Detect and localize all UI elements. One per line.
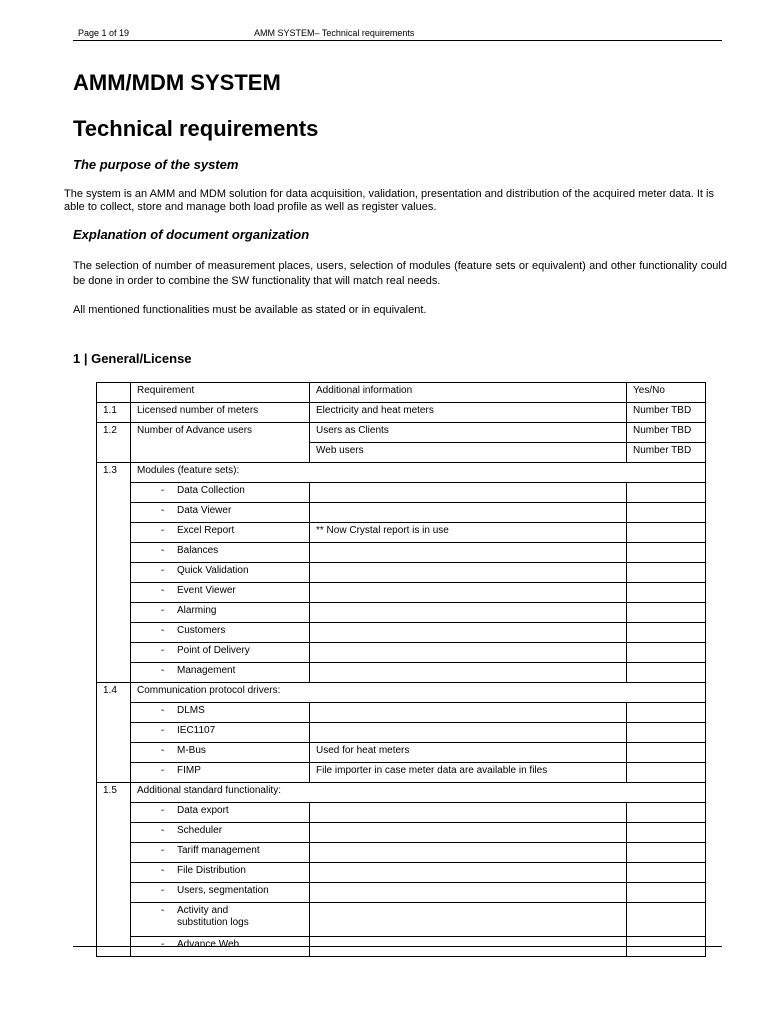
list-dash: - [161, 605, 165, 616]
header-cell-num [97, 383, 131, 403]
info-cell [310, 843, 627, 863]
info-cell: Web users [310, 443, 627, 463]
item-name: Event Viewer [177, 585, 236, 596]
item-name: Management [177, 665, 236, 676]
requirement-cell: Number of Advance users [131, 423, 310, 463]
page-number: Page 1 of 19 [78, 28, 130, 38]
item-name: IEC1107 [177, 725, 216, 736]
document-title: AMM/MDM SYSTEM [73, 70, 281, 95]
table-row [97, 783, 706, 803]
list-dash: - [161, 805, 165, 816]
item-cell [131, 503, 310, 523]
group-label: Additional standard functionality: [131, 783, 706, 803]
info-cell [310, 643, 627, 663]
info-cell: Electricity and heat meters [310, 403, 627, 423]
item-name: Data Viewer [177, 505, 232, 516]
header-doc-title: AMM SYSTEM– Technical requirements [254, 28, 415, 38]
item-cell [131, 903, 310, 937]
document-subtitle: Technical requirements [73, 116, 319, 141]
table-row [97, 743, 706, 763]
list-dash: - [161, 665, 165, 676]
table-row [97, 703, 706, 723]
row-number: 1.3 [97, 463, 131, 683]
table-row [97, 503, 706, 523]
list-dash: - [161, 745, 165, 756]
item-name: File Distribution [177, 865, 246, 876]
yesno-cell [627, 703, 706, 723]
info-cell [310, 603, 627, 623]
group-protocols [97, 683, 706, 783]
yesno-cell [627, 543, 706, 563]
yesno-cell [627, 843, 706, 863]
item-cell [131, 843, 310, 863]
availability-paragraph: All mentioned functionalities must be available as stated or in equivalent. [73, 304, 427, 316]
item-cell [131, 823, 310, 843]
yesno-cell [627, 523, 706, 543]
row-number: 1.4 [97, 683, 131, 783]
info-cell [310, 503, 627, 523]
item-name: Alarming [177, 605, 217, 616]
yesno-cell [627, 883, 706, 903]
info-cell [310, 543, 627, 563]
footer-divider [73, 946, 722, 947]
yesno-cell: Number TBD [627, 443, 706, 463]
list-dash: - [161, 905, 165, 916]
item-cell [131, 543, 310, 563]
requirement-cell: Licensed number of meters [131, 403, 310, 423]
list-dash: - [161, 485, 165, 496]
table-row [97, 903, 706, 937]
requirements-table [96, 382, 706, 957]
table-row [97, 583, 706, 603]
item-name: Data export [177, 805, 229, 816]
row-number: 1.1 [97, 403, 131, 423]
yesno-cell [627, 603, 706, 623]
item-name: Balances [177, 545, 219, 556]
info-cell [310, 623, 627, 643]
item-name: FIMP [177, 765, 201, 776]
organization-heading: Explanation of document organization [73, 227, 310, 242]
group-label: Modules (feature sets): [131, 463, 706, 483]
yesno-cell: Number TBD [627, 403, 706, 423]
item-name: Customers [177, 625, 226, 636]
yesno-cell [627, 643, 706, 663]
table-row [97, 883, 706, 903]
row-number: 1.5 [97, 783, 131, 957]
item-name: Advance Web [177, 939, 240, 950]
table-row [97, 843, 706, 863]
list-dash: - [161, 565, 165, 576]
item-name: Data Collection [177, 485, 245, 496]
yesno-cell [627, 483, 706, 503]
list-dash: - [161, 525, 165, 536]
item-name: Activity and substitution logs [177, 905, 249, 928]
info-cell [310, 803, 627, 823]
info-cell [310, 483, 627, 503]
table-header-row [97, 383, 706, 403]
table-row [97, 623, 706, 643]
list-dash: - [161, 825, 165, 836]
header-cell-requirement: Requirement [131, 383, 310, 403]
table-row [97, 543, 706, 563]
info-cell [310, 883, 627, 903]
yesno-cell [627, 503, 706, 523]
yesno-cell [627, 663, 706, 683]
yesno-cell [627, 623, 706, 643]
item-cell [131, 723, 310, 743]
table-row [97, 463, 706, 483]
item-cell [131, 623, 310, 643]
table-row [97, 823, 706, 843]
group-additional [97, 783, 706, 957]
yesno-cell [627, 863, 706, 883]
organization-paragraph: The selection of number of measurement places, users, selection of modules (feature sets or equivalent) and other functionality could be done in order to combine the SW functionality that will match real needs. [73, 260, 727, 287]
list-dash: - [161, 645, 165, 656]
item-cell [131, 703, 310, 723]
table-row [97, 523, 706, 543]
info-cell [310, 863, 627, 883]
yesno-cell [627, 583, 706, 603]
section-heading: 1 | General/License [73, 351, 192, 366]
table-row [97, 863, 706, 883]
table-row [97, 603, 706, 623]
header-cell-yesno: Yes/No [627, 383, 706, 403]
yesno-cell [627, 803, 706, 823]
table-row [97, 763, 706, 783]
info-cell: ** Now Crystal report is in use [310, 523, 627, 543]
item-cell [131, 763, 310, 783]
item-name: DLMS [177, 705, 205, 716]
item-cell [131, 863, 310, 883]
item-cell [131, 743, 310, 763]
item-cell [131, 523, 310, 543]
yesno-cell: Number TBD [627, 423, 706, 443]
table-row [97, 723, 706, 743]
purpose-heading: The purpose of the system [73, 157, 239, 172]
list-dash: - [161, 585, 165, 596]
item-cell [131, 663, 310, 683]
item-cell [131, 643, 310, 663]
item-name: Point of Delivery [177, 645, 250, 656]
info-cell [310, 703, 627, 723]
yesno-cell [627, 743, 706, 763]
table-row [97, 423, 706, 443]
info-cell [310, 663, 627, 683]
list-dash: - [161, 545, 165, 556]
table-row [97, 663, 706, 683]
item-name: M-Bus [177, 745, 206, 756]
item-cell [131, 483, 310, 503]
info-cell [310, 823, 627, 843]
row-number: 1.2 [97, 423, 131, 463]
table-row [97, 683, 706, 703]
yesno-cell [627, 823, 706, 843]
list-dash: - [161, 845, 165, 856]
item-name: Users, segmentation [177, 885, 269, 896]
purpose-paragraph: The system is an AMM and MDM solution for data acquisition, validation, presentation and distribution of the acquired meter data. It is able to collect, store and manage both load profile as well as register values. [64, 188, 714, 213]
info-cell [310, 583, 627, 603]
yesno-cell [627, 903, 706, 937]
group-label: Communication protocol drivers: [131, 683, 706, 703]
info-cell [310, 903, 627, 937]
list-dash: - [161, 725, 165, 736]
info-cell: Used for heat meters [310, 743, 627, 763]
item-cell [131, 563, 310, 583]
table-row [97, 803, 706, 823]
table-row [97, 483, 706, 503]
table-row [97, 563, 706, 583]
header-cell-info: Additional information [310, 383, 627, 403]
list-dash: - [161, 765, 165, 776]
info-cell: Users as Clients [310, 423, 627, 443]
list-dash: - [161, 939, 165, 950]
info-cell: File importer in case meter data are available in files [310, 763, 627, 783]
header-divider [73, 40, 722, 41]
list-dash: - [161, 505, 165, 516]
item-cell [131, 603, 310, 623]
yesno-cell [627, 563, 706, 583]
table-row [97, 643, 706, 663]
list-dash: - [161, 625, 165, 636]
info-cell [310, 563, 627, 583]
group-modules [97, 463, 706, 683]
item-name: Quick Validation [177, 565, 249, 576]
item-name: Scheduler [177, 825, 223, 836]
list-dash: - [161, 705, 165, 716]
info-cell [310, 723, 627, 743]
list-dash: - [161, 865, 165, 876]
item-name: Excel Report [177, 525, 235, 536]
item-cell [131, 883, 310, 903]
item-name: Tariff management [177, 845, 260, 856]
item-cell [131, 803, 310, 823]
yesno-cell [627, 723, 706, 743]
item-cell [131, 583, 310, 603]
list-dash: - [161, 885, 165, 896]
yesno-cell [627, 763, 706, 783]
table-row [97, 403, 706, 423]
